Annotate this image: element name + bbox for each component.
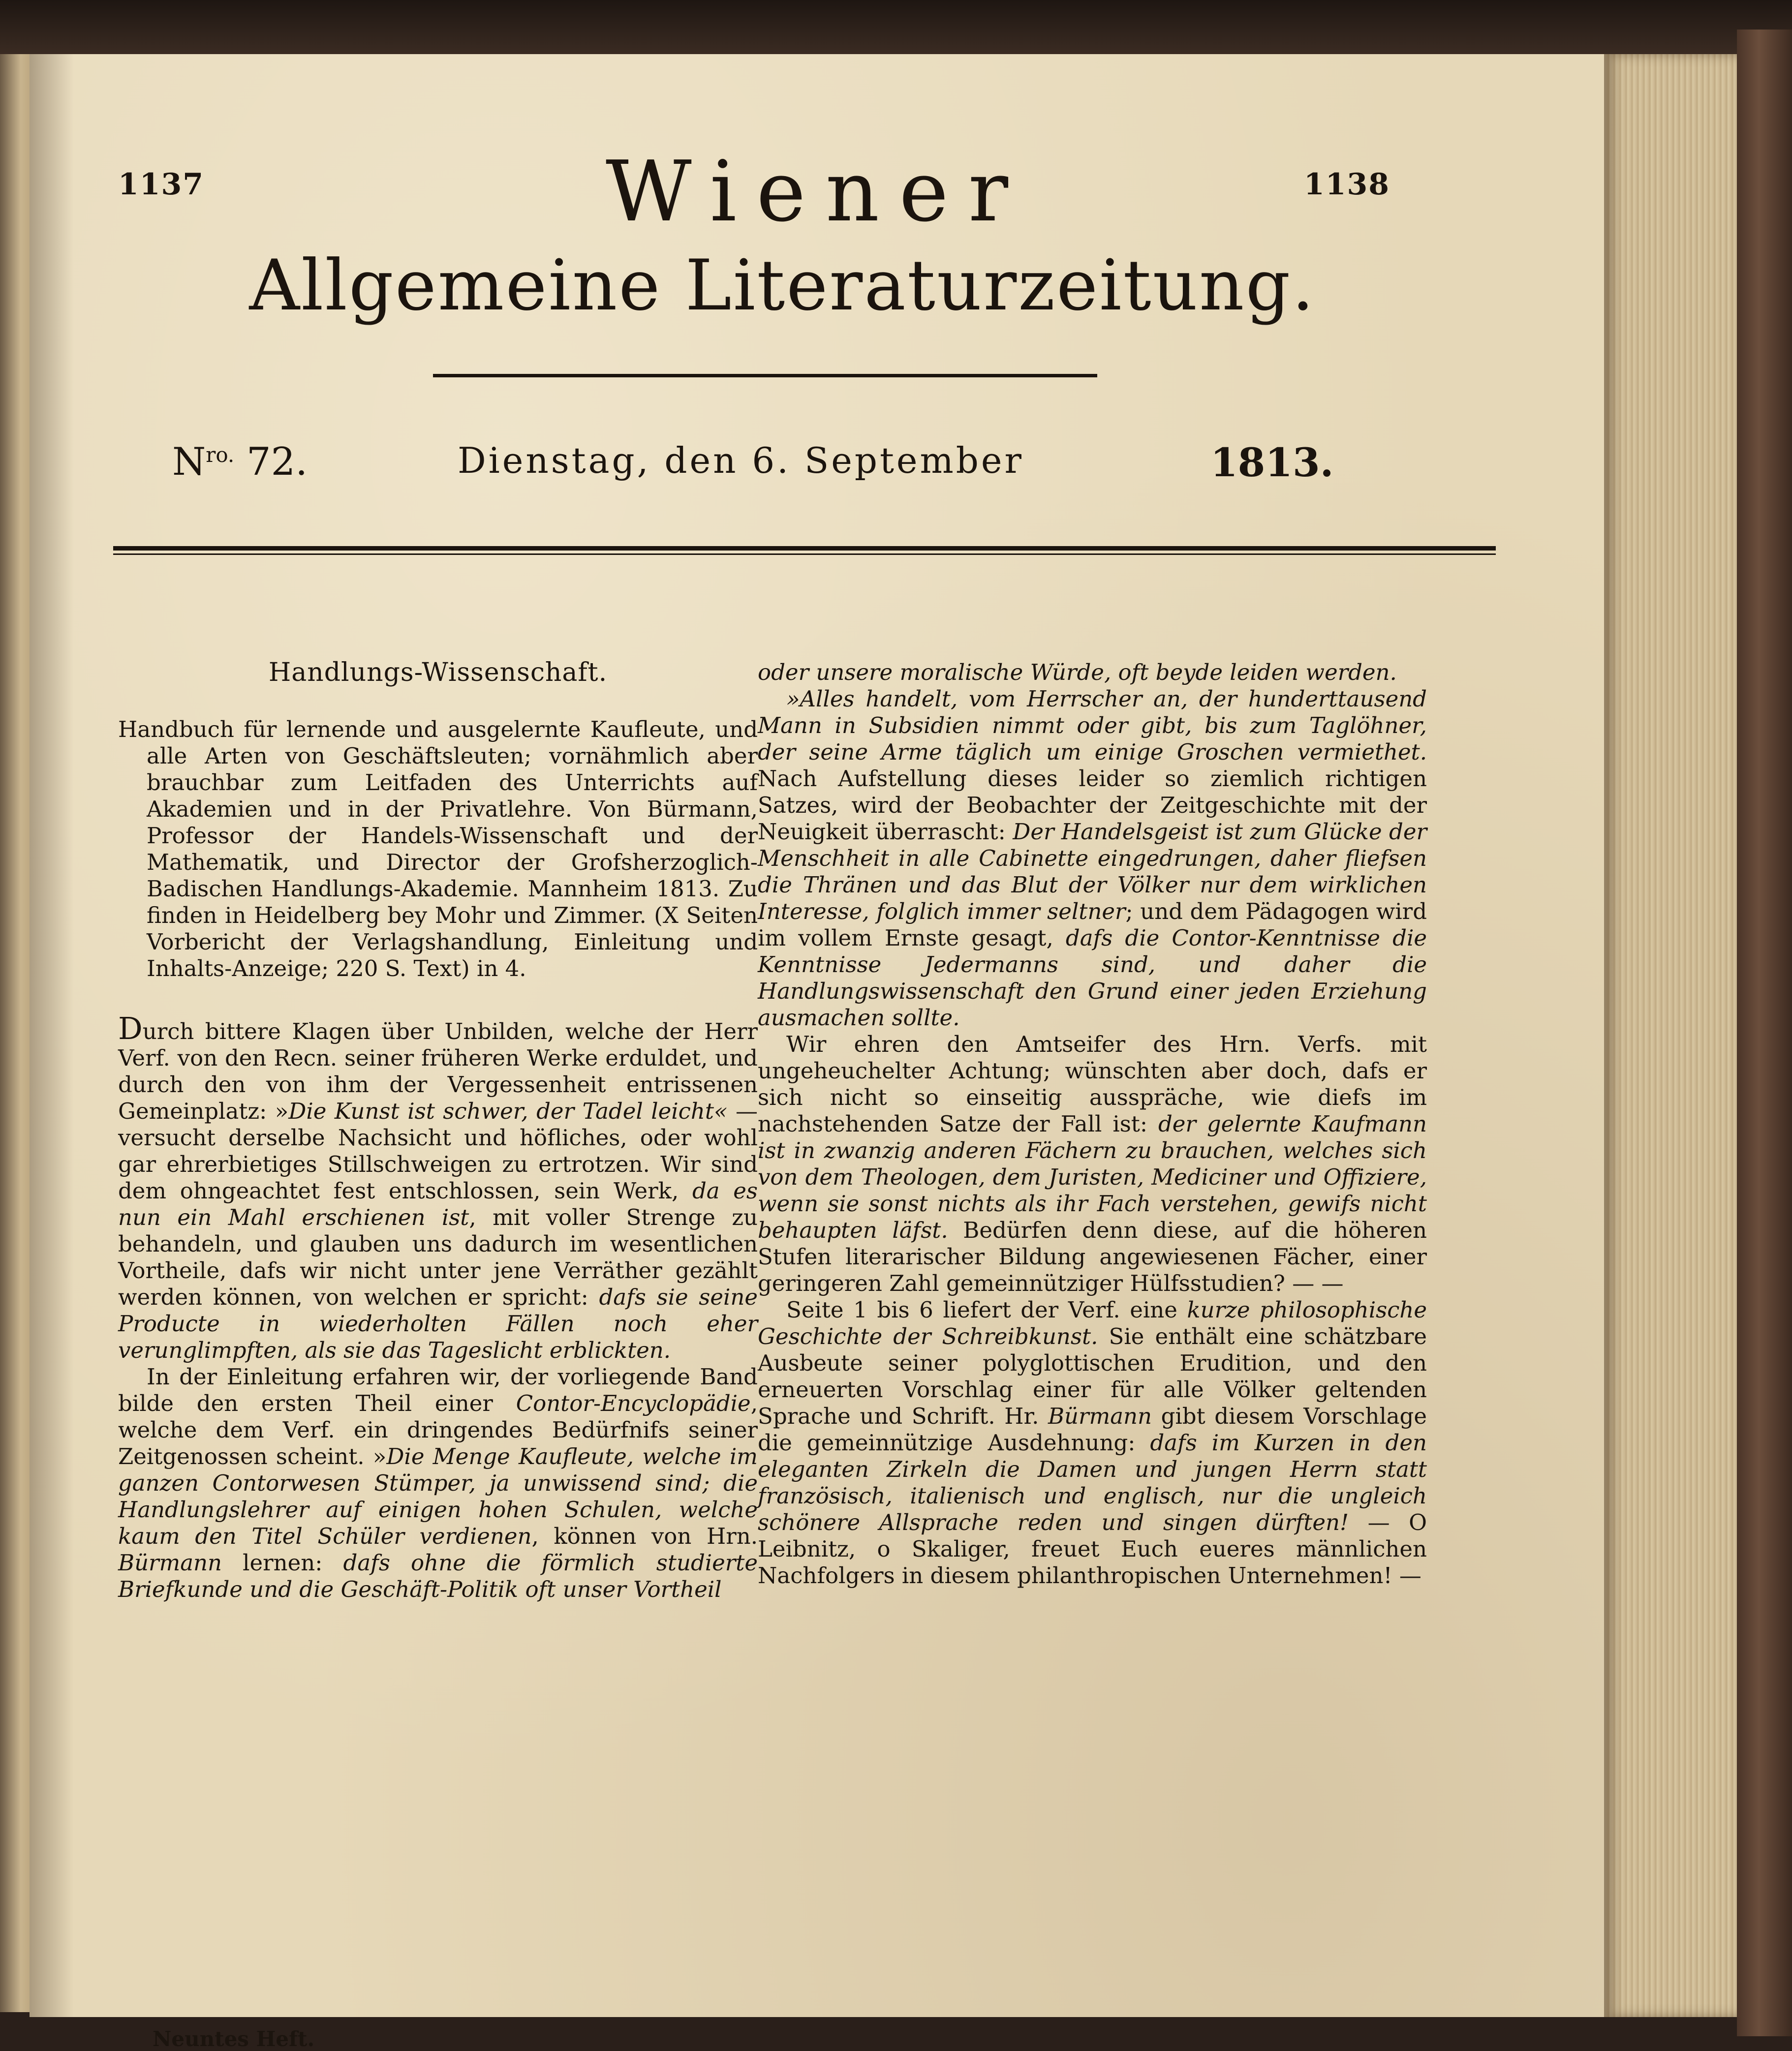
review-lemma: Handbuch für lernende und ausgelernte Kaufleute, und alle Arten von Geschäftsleuten; vornähmlich aber brauchbar zum Leitfaden des Unterrichts auf Akademien und in der Privatlehre. Von Bürmann, Professor der Handels-Wissenschaft und der Mathematik, und Director der Grofsherzoglich-Badischen Handlungs-Akademie. Mannheim 1813. Zu finden in Heidelberg bey Mohr und Zimmer. (X Seiten Vorbericht der Verlagshandlung, Einleitung und Inhalts-Anzeige; 220 S. Text) in 4. [118, 716, 758, 981]
issue-number-value: 72. [247, 440, 308, 484]
paragraph: Seite 1 bis 6 liefert der Verf. eine kurze philosophische Geschichte der Schreibkunst. Sie enthält eine schätzbare Ausbeute seiner polyglottischen Erudition, und den erneuerten Vorschlag einer für alle Völker geltenden Sprache und Schrift. Hr. Bürmann gibt diesem Vorschlage die gemeinnützige Ausdehnung: dafs im Kurzen in den eleganten Zirkeln die Damen und jungen Herrn statt französisch, italienisch und englisch, nur die ungleich schönere Allsprache reden und singen dürften! — O Leibnitz, o Skaliger, freuet Euch eueres männlichen Nachfolgers in diesem philanthropischen Unternehmen! — [758, 1297, 1427, 1589]
issue-number [172, 440, 308, 484]
paragraph: Wir ehren den Amtseifer des Hrn. Verfs. mit ungeheuchelter Achtung; wünschten aber doch, dafs er sich nicht so einseitig ausspräche, wie diefs im nachstehenden Satze der Fall ist: der gelernte Kaufmann ist in zwanzig anderen Fächern zu brauchen, welches sich von dem Theologen, dem Juristen, Mediciner und Offiziere, wenn sie sonst nichts als ihr Fach verstehen, gewifs nicht behaupten läfst. Bedürfen denn diese, auf die höheren Stufen literarischer Bildung angewiesenen Fächer, einer geringeren Zahl gemeinnütziger Hülfsstudien? — — [758, 1031, 1427, 1296]
issue-number-superscript: ro. [206, 443, 235, 467]
section-title: Handlungs-Wissenschaft. [268, 658, 608, 687]
page-stack-edge [1604, 54, 1737, 2017]
issue-year: 1813. [1210, 439, 1334, 486]
book-cover-edge [1737, 30, 1792, 2036]
issue-number-prefix: N [172, 440, 206, 484]
left-column [118, 659, 758, 1603]
page-content [30, 54, 1604, 2051]
newspaper-page [30, 54, 1604, 2051]
paragraph: Durch bittere Klagen über Unbilden, welche der Herr Verf. von den Recn. seiner früheren Werke erduldet, und durch den von ihm der Vergessenheit entrissenen Gemeinplatz: »Die Kunst ist schwer, der Tadel leicht« — versucht derselbe Nachsicht und höfliches, oder wohl gar ehrerbietiges Stillschweigen zu ertrotzen. Wir sind dem ohngeachtet fest entschlossen, sein Werk, da es nun ein Mahl erschienen ist, mit voller Strenge zu behandeln, und glauben uns dadurch im wesentlichen Vortheile, dafs wir nicht unter jene Verräther gezählt werden können, von welchen er spricht: dafs sie seine Producte in wiederholten Fällen noch eher verunglimpften, als sie das Tageslicht erblickten. [118, 1010, 758, 1363]
masthead-line-2: Allgemeine Literaturzeitung. [249, 245, 1316, 326]
signature-mark: Neuntes Heft. [153, 2027, 315, 2051]
gutter-shadow [30, 54, 74, 2017]
paragraph: »Alles handelt, vom Herrscher an, der hunderttausend Mann in Subsidien nimmt oder gibt, bis zum Taglöhner, der seine Arme täglich um einige Groschen vermiethet. Nach Aufstellung dieses leider so ziemlich richtigen Satzes, wird der Beobachter der Zeitgeschichte mit der Neuigkeit überrascht: Der Handelsgeist ist zum Glücke der Menschheit in alle Cabinette eingedrungen, daher fliefsen die Thränen und das Blut der Völker nur dem wirklichen Interesse, folglich immer seltner; und dem Pädagogen wird im vollem Ernste gesagt, dafs die Contor-Kenntnisse die Kenntnisse Jedermanns sind, und daher die Handlungswissenschaft den Grund einer jeden Erziehung ausmachen sollte. [758, 686, 1427, 1031]
masthead-line-1: Wiener [605, 143, 1028, 241]
book-cover-top-edge [0, 0, 1792, 54]
masthead-rule [433, 374, 1097, 377]
right-column [758, 659, 1427, 1589]
header-rule-thin [113, 553, 1496, 555]
issue-date: Dienstag, den 6. September [458, 440, 1024, 481]
paragraph: oder unsere moralische Würde, oft beyde leiden werden. [758, 659, 1397, 685]
paragraph: In der Einleitung erfahren wir, der vorliegende Band bilde den ersten Theil einer Contor-Encyclopädie, welche dem Verf. ein dringendes Bedürfnifs seiner Zeitgenossen scheint. »Die Menge Kaufleute, welche im ganzen Contorwesen Stümper, ja unwissend sind; die Handlungslehrer auf einigen hohen Schulen, welche kaum den Titel Schüler verdienen, können von Hrn. Bürmann lernen: dafs ohne die förmlich studierte Briefkunde und die Geschäft-Politik oft unser Vortheil [118, 1364, 758, 1602]
initial-letter: D [118, 1010, 143, 1046]
page-number-left: 1137 [118, 167, 204, 202]
header-rule-thick [113, 546, 1496, 551]
page-number-right: 1138 [1304, 167, 1390, 202]
